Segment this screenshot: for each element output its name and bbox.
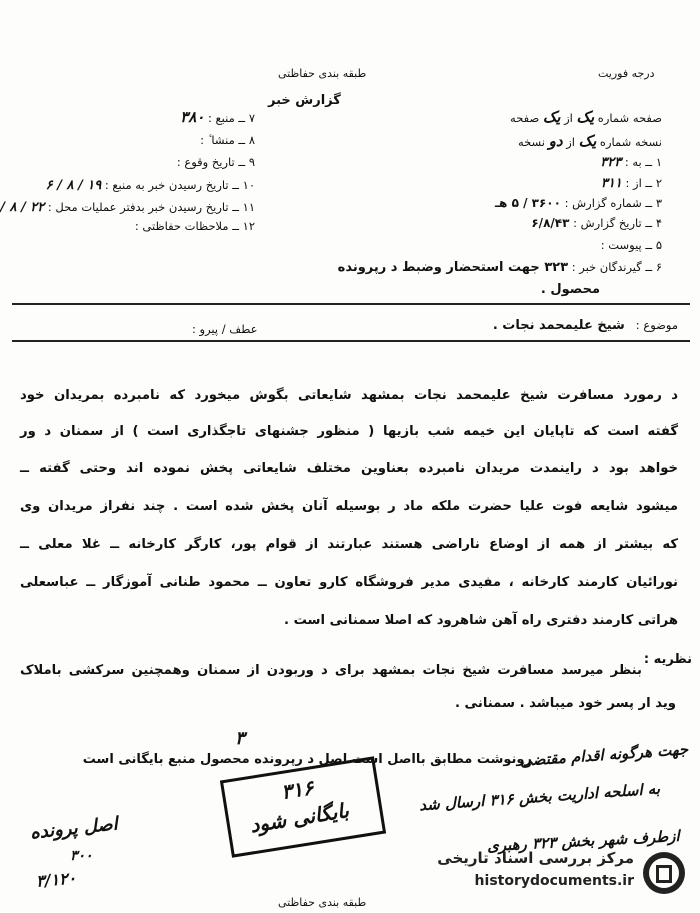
field-office-receipt-date: ۱۱ ــ تاریخ رسیدن خبر بدفتر عملیات محل : ۲۲ / ۸ / — [0, 200, 255, 215]
handwritten-note: جهت هرگونه اقدام مقتضی — [519, 740, 689, 770]
watermark — [392, 845, 692, 903]
stamp-number: ۳۱۶ — [279, 775, 316, 805]
report-title: گزارش خبر — [268, 93, 341, 108]
archive-logo-icon — [640, 849, 688, 897]
divider-top — [12, 303, 690, 305]
opinion-line: بنظر میرسد مسافرت شیخ نجات بمشهد برای د وربودن از سمنان وهمچنین سرکشی باملاک — [20, 663, 642, 678]
body-line: میشود شایعه فوت علیا حضرت ملکه ماد ر بوسیله آنان پخش شده است . چند نفراز مریدان وی — [20, 499, 678, 514]
stamp-text: بایگانی شود — [248, 798, 351, 838]
field-source-receipt-date: ۱۰ ــ تاریخ رسیدن خبر به منبع : ۱۹ / ۸ / ۶ — [45, 178, 255, 193]
recipients-extra: محصول . — [540, 282, 600, 297]
opinion-line: وید ار پسر خود میباشد . سمنانی . — [454, 696, 676, 711]
field-attachment: ۵ ــ پیوست : — [600, 238, 662, 252]
classification-top: طبقه بندی حفاظتی — [278, 67, 367, 80]
field-to: ۱ ــ به : ۳۲۳ — [600, 155, 662, 170]
handwritten-note: به اسلحه اداریت بخش ۳۱۶ ارسال شد — [418, 779, 661, 815]
field-source: ۷ ــ منبع : ۳۸۰ — [180, 108, 255, 126]
field-recipients: ۶ ــ گیرندگان خبر : ۳۲۳ جهت استحضار وضبط د رپرونده — [337, 260, 662, 275]
field-security-notes: ۱۲ ــ ملاحظات حفاظتی : — [134, 219, 255, 233]
field-report-number: ۳ ــ شماره گزارش : ۳۶۰۰ / ۵ هـ — [494, 196, 662, 210]
subject: موضوع : شیخ علیمحمد نجات . — [492, 318, 678, 333]
field-from: ۲ ــ از : ۳۱۱ — [600, 176, 662, 191]
body-line: د رمورد مسافرت شیخ علیمحمد نجات بمشهد شایعاتی بگوش میخورد که نامبرده بمریدان خود — [20, 388, 678, 403]
handwritten-left-note: اصل پرونده — [29, 813, 119, 844]
opinion-label: نظریه : — [643, 652, 692, 667]
body-line: نورائیان کارمند کارخانه ، مفیدی مدیر فروشگاه کارو تعاون ــ محمود طنانی آموزگار ــ عباسعلی — [20, 575, 678, 590]
handwritten-left-note: ۳/۱۲۰ — [35, 868, 77, 891]
classification-bottom: طبقه بندی حفاظتی — [278, 896, 367, 909]
handwritten-note: ازطرف شهر بخش ۳۲۳ رهبری — [486, 826, 681, 856]
reference: عطف / پیرو : — [192, 322, 258, 336]
field-event-date: ۹ ــ تاریخ وقوع : — [176, 155, 255, 169]
field-report-date: ۴ ــ تاریخ گزارش : ۶/۸/۴۳ — [531, 216, 662, 230]
handwritten-mark: ۳ — [235, 728, 245, 749]
divider-bottom — [12, 340, 690, 342]
archive-stamp — [220, 756, 386, 857]
watermark-title: مرکز بررسی اسناد تاریخی — [437, 849, 634, 867]
body-line: گفته است که تاپایان این خیمه شب بازیها ( منظور جشنهای تاجگذاری است ) از سمنان د ور — [20, 424, 678, 439]
field-origin: ۸ ــ منشا ٔ : — [200, 133, 255, 147]
body-line: هراتی کارمند دفتری راه آهن شاهرود که اصلا سمنانی است . — [283, 613, 678, 628]
copy-note: رونوشت مطابق بااصل است اصل د رپرونده محصول منبع بایگانی است — [82, 752, 532, 767]
body-line: خواهد بود د راینمدت مریدان نامبرده بعناوین مختلف شایعاتی پخش نموده اند وحتی گفته ــ — [20, 461, 678, 476]
watermark-url: historydocuments.ir — [474, 873, 634, 889]
priority-label: درجه فوریت — [598, 67, 655, 80]
body-line: که بیشتر از همه از اوضاع ناراضی هستند عبارتند از قوام پور، کارگر کارخانه ــ غلا معلی ــ — [20, 537, 678, 552]
field-page-number: صفحه شماره یک از یک صفحه — [510, 108, 662, 126]
field-copy-number: نسخه شماره یک از دو نسخه — [517, 132, 662, 150]
handwritten-left-note: ۳۰۰ — [70, 848, 93, 864]
